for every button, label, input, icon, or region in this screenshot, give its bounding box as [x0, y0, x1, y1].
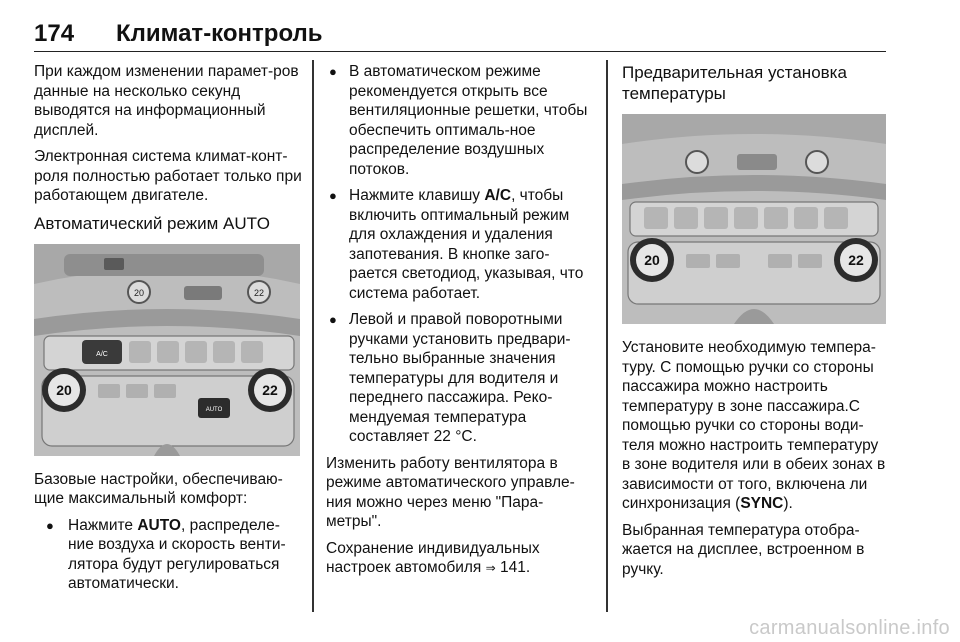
top-right-dial-label: 22 — [253, 287, 265, 298]
column-2 — [326, 62, 596, 586]
bullet-list-col2 — [326, 62, 596, 447]
list-item: ● Нажмите клавишу A/C, чтобы включить оптимальный режим для охлаждения и удаления запотевания. В кнопке заго-рается светодиод, указывая, что система работает. — [326, 186, 596, 303]
paragraph-set-temperature: Установите необходимую темпера-туру. С помощью ручки со стороны пассажира можно настроить температуру в зоне пассажира.С помощью ручки со стороны води-теля можно настроить температуру в зоне водителя или в обеих зонах в зависимости от того, включена ли синхронизация (SYNC). — [622, 339, 886, 512]
auto-button-label: AUTO — [205, 406, 223, 413]
paragraph-fan-settings: Изменить работу вентилятора в режиме автоматического управле-ния можно через меню "Пара-метры". — [326, 454, 575, 530]
paragraph-parameter-changes: При каждом изменении парамет-ров данные на несколько секунд выводятся на информационный дисплей. — [34, 63, 299, 139]
figure-caption: Базовые настройки, обеспечиваю-щие максимальный комфорт: — [34, 470, 283, 507]
bullet-list-col1 — [34, 516, 302, 594]
passenger-temp-dial-label: 22 — [262, 381, 278, 398]
column-3 — [622, 62, 890, 586]
list-item: ● В автоматическом режиме рекомендуется открыть все вентиляционные решетки, чтобы обеспечить оптималь-ное распределение воздушных потоков. — [326, 62, 596, 179]
section-heading-auto-mode: Автоматический режим AUTO — [34, 213, 270, 233]
top-left-dial-label: 20 — [133, 287, 145, 298]
running-title: Климат-контроль — [116, 20, 323, 47]
passenger-temp-dial-label: 22 — [848, 252, 864, 268]
list-item: ● Нажмите AUTO, распределе-ние воздуха и скорость венти-лятора будут регулироваться автоматически. — [34, 516, 302, 594]
paragraph-temperature-display: Выбранная температура отобра-жается на дисплее, встроенном в ручку. — [622, 521, 865, 578]
driver-temp-dial-label: 20 — [644, 252, 660, 268]
climate-panel-figure-temperature — [622, 114, 886, 324]
paragraph-save-settings: Сохранение индивидуальных настроек автомобиля ⇒ 141. — [326, 539, 540, 576]
page-reference-icon: ⇒ — [485, 561, 496, 575]
column-1 — [34, 62, 302, 601]
section-heading-temperature-preset: Предварительная установка температуры — [622, 63, 847, 103]
paragraph-engine-running: Электронная система климат-конт-роля полностью работает только при работающем двигателе. — [34, 148, 302, 204]
temperature-panel-illustration — [622, 114, 886, 324]
watermark: carmanualsonline.info — [749, 617, 950, 639]
column-divider-left — [312, 60, 314, 612]
ac-button-label: A/C — [96, 350, 108, 358]
driver-temp-dial-label: 20 — [56, 381, 72, 398]
page-number: 174 — [34, 20, 75, 47]
sync-keyword: SYNC — [740, 495, 784, 512]
column-divider-right — [606, 60, 608, 612]
auto-keyword: AUTO — [137, 516, 181, 534]
climate-panel-figure-auto — [34, 244, 300, 456]
list-item: ● Левой и правой поворотными ручками установить предвари-тельно выбранные значения температуры для водителя и переднего пассажира. Реко-мендуемая температура составляет 22 °C. — [326, 310, 596, 447]
page-header — [34, 18, 886, 52]
climate-panel-illustration — [34, 244, 300, 456]
ac-keyword: A/C — [484, 187, 512, 204]
